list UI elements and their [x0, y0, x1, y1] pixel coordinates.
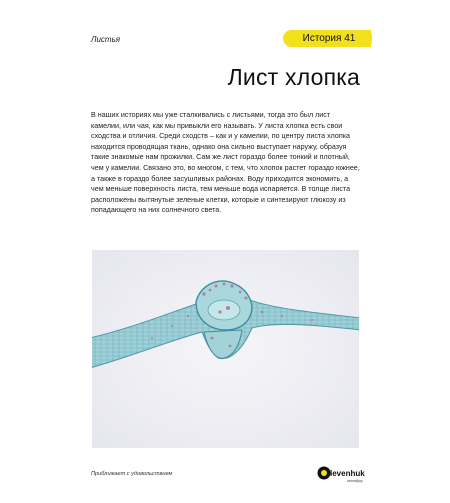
logo-subtext: zoom&joy — [347, 479, 363, 483]
body-text: В наших историях мы уже сталкивались с листьями, тогда это был лист камелии, или чая, как мы привыкли его называть. У листа хлопка есть свои сходства и отличия. Среди сходств – как и у камелии, по центру листа хлопка находится проводящая ткань, однако она сильно выступает наружу, образуя такие знакомые нам прожилки. Сам же лист гораздо более тонкий и плотный, чем у камелии. Связано это, во многом, с тем, что хлопок растет гораздо южнее, а также в гораздо более засушливых районах. Воду приходится экономить, а чем меньше поверхность листа, тем меньше вода испаряется. В толще листа расположены вытянутые зеленые клетки, которые и синтезируют глюкозу из попадающего на них солнечного света. — [91, 111, 360, 215]
footer-caption: Приближает с удовольствием — [91, 471, 173, 477]
logo-mark-icon — [317, 466, 331, 480]
page-title: Лист хлопка — [227, 64, 360, 90]
logo-text: levenhuk — [330, 469, 365, 478]
leaf-cross-section-illustration — [92, 250, 359, 448]
story-badge: История 41 — [283, 30, 371, 47]
section-label: Листья — [91, 35, 121, 44]
levenhuk-logo — [317, 463, 367, 487]
micrograph-image — [92, 250, 359, 448]
